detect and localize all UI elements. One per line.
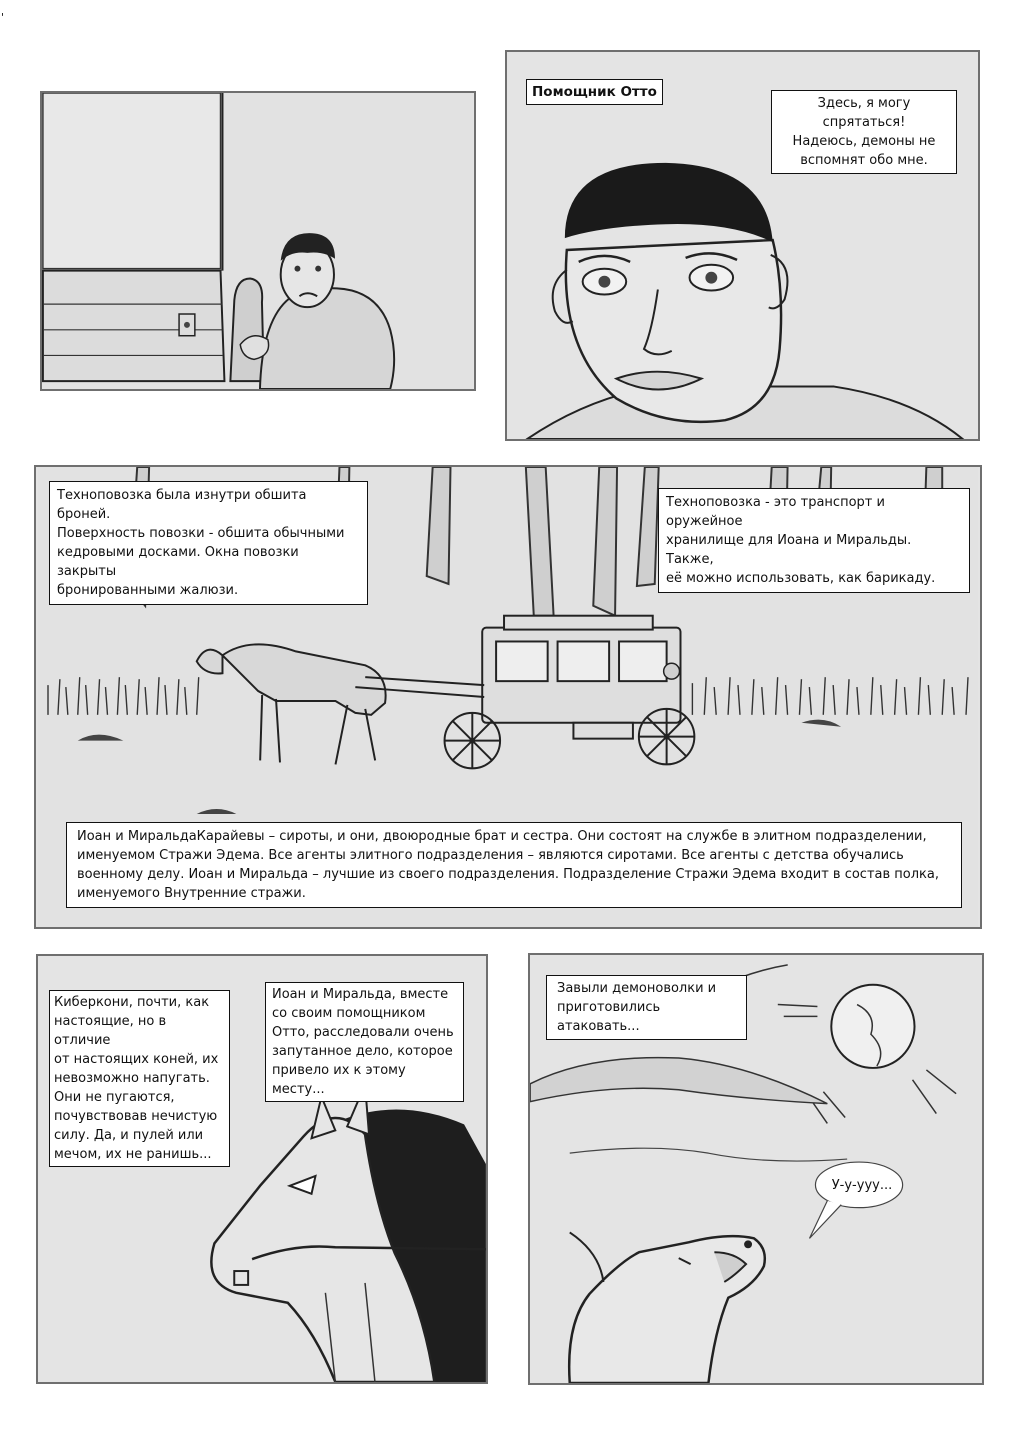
character-name-tag: Помощник Отто [526,79,663,105]
caption-orphans: Иоан и МиральдаКарайевы – сироты, и они, двоюродные брат и сестра. Они состоят на службе в элитном подразделении, именуемом Стражи Эдема. Все агенты элитного подразделения – являются сиротами. Все агенты с детства обучались военному делу. Иоан и Миральда – лучшие из своего подразделения. Подразделение Стражи Эдема входит в состав полка, именуемого Внутренние стражи. [66,822,962,908]
caption-cyberhorses: Киберкони, почти, как настоящие, но в отличие от настоящих коней, их невозможно напугать. Они не пугаются, почувствовав нечистую силу. Да, и пулей или мечом, их не ранишь... [49,990,230,1167]
otto-hiding-art [42,93,474,389]
panel-technocarriage [34,465,982,929]
panel-cyberhorse [36,954,488,1384]
otto-speech-bubble: Здесь, я могу спрятаться! Надеюсь, демоны не вспомнят обо мне. [771,90,957,174]
caption-investigation: Иоан и Миральда, вместе со своим помощником Отто, расследовали очень запутанное дело, которое привело их к этому месту... [265,982,464,1102]
corner-mark: ' [1,11,5,24]
caption-transport: Техноповозка - это транспорт и оружейное хранилище для Иоана и Миральды. Также, её можно использовать, как барикаду. [658,488,970,593]
caption-demonwolves: Завыли демоноволки и приготовились атаковать... [546,975,747,1040]
caption-armor: Техноповозка была изнутри обшита броней. Поверхность повозки - обшита обычными кедровыми досками. Окна повозки закрыты бронированными жалюзи. [49,481,368,605]
panel-demonwolves [528,953,984,1385]
panel-otto-closeup [505,50,980,441]
wolf-howl-speech: У-у-ууу... [831,1178,893,1193]
panel-otto-hiding [40,91,476,391]
